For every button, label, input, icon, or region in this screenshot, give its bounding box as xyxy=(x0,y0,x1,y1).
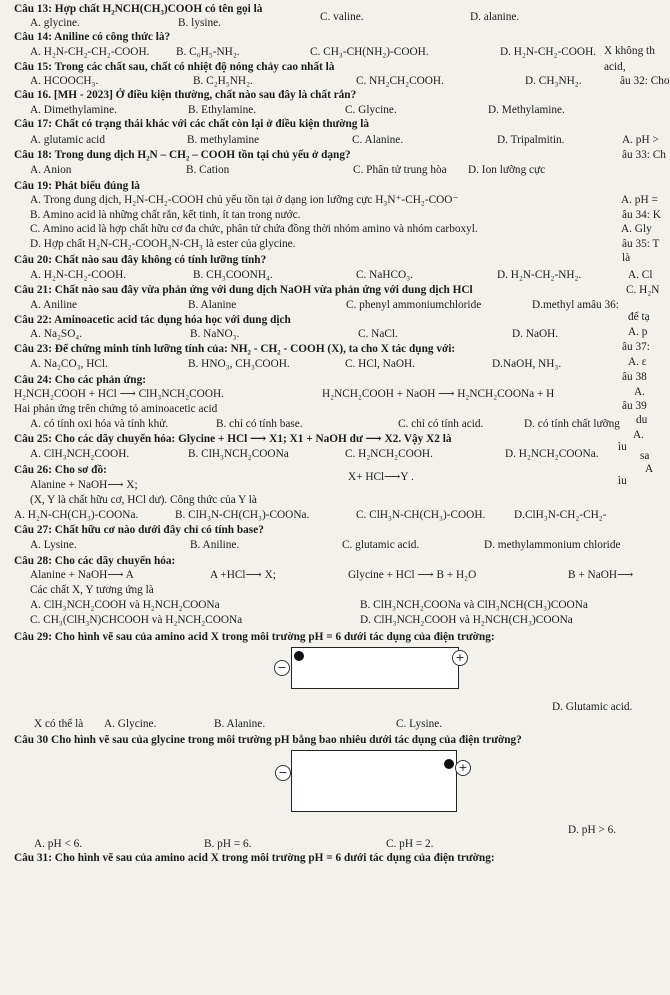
text-line: B. chỉ có tính base. xyxy=(216,418,303,430)
text-line: B. Alanine. xyxy=(214,718,266,730)
question-stem: Câu 25: Cho các dãy chuyển hóa: Glycine + HCl ⟶ X1; X1 + NaOH dư ⟶ X2. Vậy X2 là xyxy=(14,433,452,445)
text-line: C. NaCl. xyxy=(358,328,398,340)
text-line: A. HCOOCH₃. xyxy=(30,75,99,87)
text-line: Glycine + HCl ⟶ B + H₂O xyxy=(348,569,477,581)
question-stem: Câu 29: Cho hình vẽ sau của amino acid X trong môi trường pH = 6 dưới tác dụng của điện trường: xyxy=(14,631,495,643)
text-line: D. Tripalmitin. xyxy=(497,134,565,146)
text-line: A. ClH₃NCH₂COOH và H₂NCH₂COONa xyxy=(30,599,220,611)
text-line: D. Glutamic acid. xyxy=(552,701,633,713)
text-line: C. valine. xyxy=(320,11,364,23)
positive-pole-icon: + xyxy=(455,760,471,776)
text-line: (X, Y là chất hữu cơ, HCl dư). Công thức của Y là xyxy=(30,494,257,506)
question-stem: Câu 21: Chất nào sau đây vừa phản ứng với dung dịch NaOH vừa phản ứng với dung dịch HCl xyxy=(14,284,473,296)
text-line: A. Lysine. xyxy=(30,539,77,551)
text-line: A. Dimethylamine. xyxy=(30,104,117,116)
text-line: C. phenyl ammoniumchloride xyxy=(346,299,482,311)
text-line: D. NaOH. xyxy=(512,328,559,340)
text-line: H₂NCH₂COOH + NaOH ⟶ H₂NCH₂COONa + H xyxy=(322,388,555,400)
text-line: A +HCl⟶ X; xyxy=(210,569,276,581)
text-line: C. glutamic acid. xyxy=(342,539,420,551)
text-line: D. alanine. xyxy=(470,11,520,23)
text-line: B. HNO₃, CH₃COOH. xyxy=(188,358,290,370)
text-line: B + NaOH⟶ xyxy=(568,569,634,581)
text-line: D.ClH₃N-CH₂-CH₂- xyxy=(514,509,607,521)
text-line: B. methylamine xyxy=(187,134,260,146)
text-line: D.methyl amâu 36: xyxy=(532,299,619,311)
text-line: B. CH₃COONH₄. xyxy=(193,269,273,281)
text-line: A. H₂N-CH₂-COOH. xyxy=(30,269,127,281)
text-line: D. pH > 6. xyxy=(568,824,617,836)
text-line: A xyxy=(645,463,654,475)
question-stem: Câu 28: Cho các dãy chuyển hóa: xyxy=(14,555,176,567)
text-line: B. ClH₃N-CH(CH₃)-COONa. xyxy=(175,509,310,521)
text-line: acid, xyxy=(604,61,626,73)
text-line: D. H₂N-CH₂-COOH. xyxy=(500,46,597,58)
text-line: âu 34: K xyxy=(622,209,661,221)
text-line: du xyxy=(636,414,648,426)
text-line: A. glycine. xyxy=(30,17,80,29)
text-line: D. Ion lưỡng cực xyxy=(468,164,546,176)
text-line: A. pH < 6. xyxy=(34,838,83,850)
text-line: C. CH₃(ClH₃N)CHCOOH và H₂NCH₂COONa xyxy=(30,614,243,626)
text-line: C. H₂NCH₂COOH. xyxy=(345,448,433,460)
text-line: âu 37: xyxy=(622,341,650,353)
text-line: B. C₂H₅NH₂. xyxy=(193,75,253,87)
text-line: A. Anion xyxy=(30,164,72,176)
text-line: D. H₂N-CH₂-NH₂. xyxy=(497,269,582,281)
text-line: C. HCl, NaOH. xyxy=(345,358,415,370)
negative-pole-icon: − xyxy=(275,765,291,781)
text-line: A. ε xyxy=(628,356,647,368)
question-stem: Câu 26: Cho sơ đồ: xyxy=(14,464,107,476)
text-line: C. pH = 2. xyxy=(386,838,434,850)
text-line: Alanine + NaOH⟶ X; xyxy=(30,479,138,491)
question-stem: Câu 17: Chất có trạng thái khác với các chất còn lại ở điều kiện thường là xyxy=(14,118,370,130)
text-line: A. xyxy=(633,429,644,441)
text-line: C. CH₃-CH(NH₂)-COOH. xyxy=(310,46,429,58)
text-line: A. H₂N-CH₂-CH₂-COOH. xyxy=(30,46,150,58)
text-line: C. NaHCO₃. xyxy=(356,269,413,281)
text-line: D.NaOH, NH₃. xyxy=(492,358,562,370)
text-line: A. Gly xyxy=(621,223,652,235)
question-stem: Câu 27: Chất hữu cơ nào dưới đây chỉ có tính base? xyxy=(14,524,264,536)
text-line: ìu xyxy=(618,475,627,487)
text-line: A. p xyxy=(628,326,648,338)
text-line: là xyxy=(622,252,631,264)
text-line: A. xyxy=(634,386,645,398)
text-line: A. glutamic acid xyxy=(30,134,105,146)
text-line: B. NaNO₃. xyxy=(190,328,240,340)
text-line: X+ HCl⟶Y . xyxy=(348,471,414,483)
question-stem: Câu 13: Hợp chất H₂NCH(CH₃)COOH có tên gọi là xyxy=(14,3,263,15)
text-line: sa xyxy=(640,450,650,462)
amino-acid-particle xyxy=(294,651,304,661)
text-line: D. CH₃NH₂. xyxy=(525,75,582,87)
text-line: B. ClH₃NCH₂COONa xyxy=(188,448,289,460)
text-line: A. H₂N-CH(CH₃)-COONa. xyxy=(14,509,139,521)
text-line: Các chất X, Y tương ứng là xyxy=(30,584,154,596)
text-line: C. chỉ có tính acid. xyxy=(398,418,484,430)
text-line: A. có tính oxi hóa và tính khử. xyxy=(30,418,169,430)
text-line: B. Aniline. xyxy=(190,539,240,551)
field-box xyxy=(291,750,457,812)
text-line: C. ClH₃N-CH(CH₃)-COOH. xyxy=(356,509,486,521)
text-line: âu 38 xyxy=(622,371,647,383)
text-line: A. Na₂SO₄. xyxy=(30,328,83,340)
text-line: B. C₆H₅-NH₂. xyxy=(176,46,240,58)
text-line: D. H₂NCH₂COONa. xyxy=(505,448,599,460)
text-line: C. Lysine. xyxy=(396,718,443,730)
text-line: B. Ethylamine. xyxy=(188,104,257,116)
question-stem: Câu 19: Phát biểu đúng là xyxy=(14,180,140,192)
text-line: A. Glycine. xyxy=(104,718,157,730)
text-line: H₂NCH₂COOH + HCl ⟶ ClH₃NCH₂COOH. xyxy=(14,388,224,400)
question-stem: Câu 24: Cho các phản ứng: xyxy=(14,374,147,386)
text-line: B. Amino acid là những chất rắn, kết tinh, ít tan trong nước. xyxy=(30,209,301,221)
text-line: để tạ xyxy=(628,311,650,323)
text-line: âu 32: Cho xyxy=(620,75,670,87)
question-stem: Câu 15: Trong các chất sau, chất có nhiệt độ nóng chảy cao nhất là xyxy=(14,61,335,73)
text-line: C. Amino acid là hợp chất hữu cơ đa chức, phân tử chứa đồng thời nhóm amino và nhóm carboxyl. xyxy=(30,223,478,235)
question-stem: Câu 18: Trong dung dịch H₂N – CH₂ – COOH tồn tại chủ yếu ở dạng? xyxy=(14,149,351,161)
text-line: C. Alanine. xyxy=(352,134,404,146)
text-line: Alanine + NaOH⟶ A xyxy=(30,569,134,581)
negative-pole-icon: − xyxy=(274,660,290,676)
text-line: âu 39 xyxy=(622,400,647,412)
text-line: C. Phân tử trung hòa xyxy=(353,164,447,176)
text-line: A. Aniline xyxy=(30,299,78,311)
question-stem: Câu 20: Chất nào sau đây không có tính lưỡng tính? xyxy=(14,254,267,266)
question-stem: Câu 30 Cho hình vẽ sau của glycine trong môi trường pH bằng bao nhiêu dưới tác dụng của điện trường? xyxy=(14,734,522,746)
text-line: C. H₂N xyxy=(626,284,660,296)
question-stem: Câu 16. [MH - 2023] Ở điều kiện thường, chất nào sau đây là chất rắn? xyxy=(14,89,357,101)
text-line: B. Alanine xyxy=(188,299,237,311)
text-line: A. Na₂CO₃, HCl. xyxy=(30,358,108,370)
question-stem: Câu 31: Cho hình vẽ sau của amino acid X trong môi trường pH = 6 dưới tác dụng của điện trường: xyxy=(14,852,495,864)
field-box xyxy=(291,647,459,689)
text-line: B. pH = 6. xyxy=(204,838,252,850)
text-line: âu 35: T xyxy=(622,238,660,250)
question-stem: Câu 23: Để chứng minh tính lưỡng tính của: NH₂ - CH₂ - COOH (X), ta cho X tác dụng với: xyxy=(14,343,456,355)
text-line: âu 33: Ch xyxy=(622,149,666,161)
text-line: B. Cation xyxy=(186,164,230,176)
text-line: B. lysine. xyxy=(178,17,221,29)
text-line: C. NH₂CH₂COOH. xyxy=(356,75,444,87)
text-line: Hai phản ứng trên chứng tỏ aminoacetic acid xyxy=(14,403,218,415)
glycine-particle xyxy=(444,759,454,769)
text-line: A. ClH₃NCH₂COOH. xyxy=(30,448,130,460)
text-line: D. có tính chất lưỡng xyxy=(524,418,620,430)
text-line: A. pH = xyxy=(621,194,658,206)
text-line: C. Glycine. xyxy=(345,104,397,116)
text-line: X không th xyxy=(604,45,655,57)
question-stem: Câu 22: Aminoacetic acid tác dụng hóa học với dung dịch xyxy=(14,314,291,326)
text-line: D. Hợp chất H₂N-CH₂-COOH₃N-CH₃ là ester của glycine. xyxy=(30,238,296,250)
text-line: ìu xyxy=(618,441,627,453)
text-line: A. pH > xyxy=(622,134,659,146)
question-stem: Câu 14: Aniline có công thức là? xyxy=(14,31,171,43)
text-line: A. Trong dung dịch, H₂N-CH₂-COOH chủ yếu tồn tại ở dạng ion lưỡng cực H₃N⁺-CH₂-COO⁻ xyxy=(30,194,459,206)
text-line: X có thể là xyxy=(34,718,84,730)
text-line: B. ClH₃NCH₂COONa và ClH₃NCH(CH₃)COONa xyxy=(360,599,588,611)
text-line: D. Methylamine. xyxy=(488,104,565,116)
text-line: D. ClH₃NCH₂COOH và H₂NCH(CH₃)COONa xyxy=(360,614,573,626)
text-line: A. Cl xyxy=(628,269,653,281)
positive-pole-icon: + xyxy=(452,650,468,666)
text-line: D. methylammonium chloride xyxy=(484,539,621,551)
